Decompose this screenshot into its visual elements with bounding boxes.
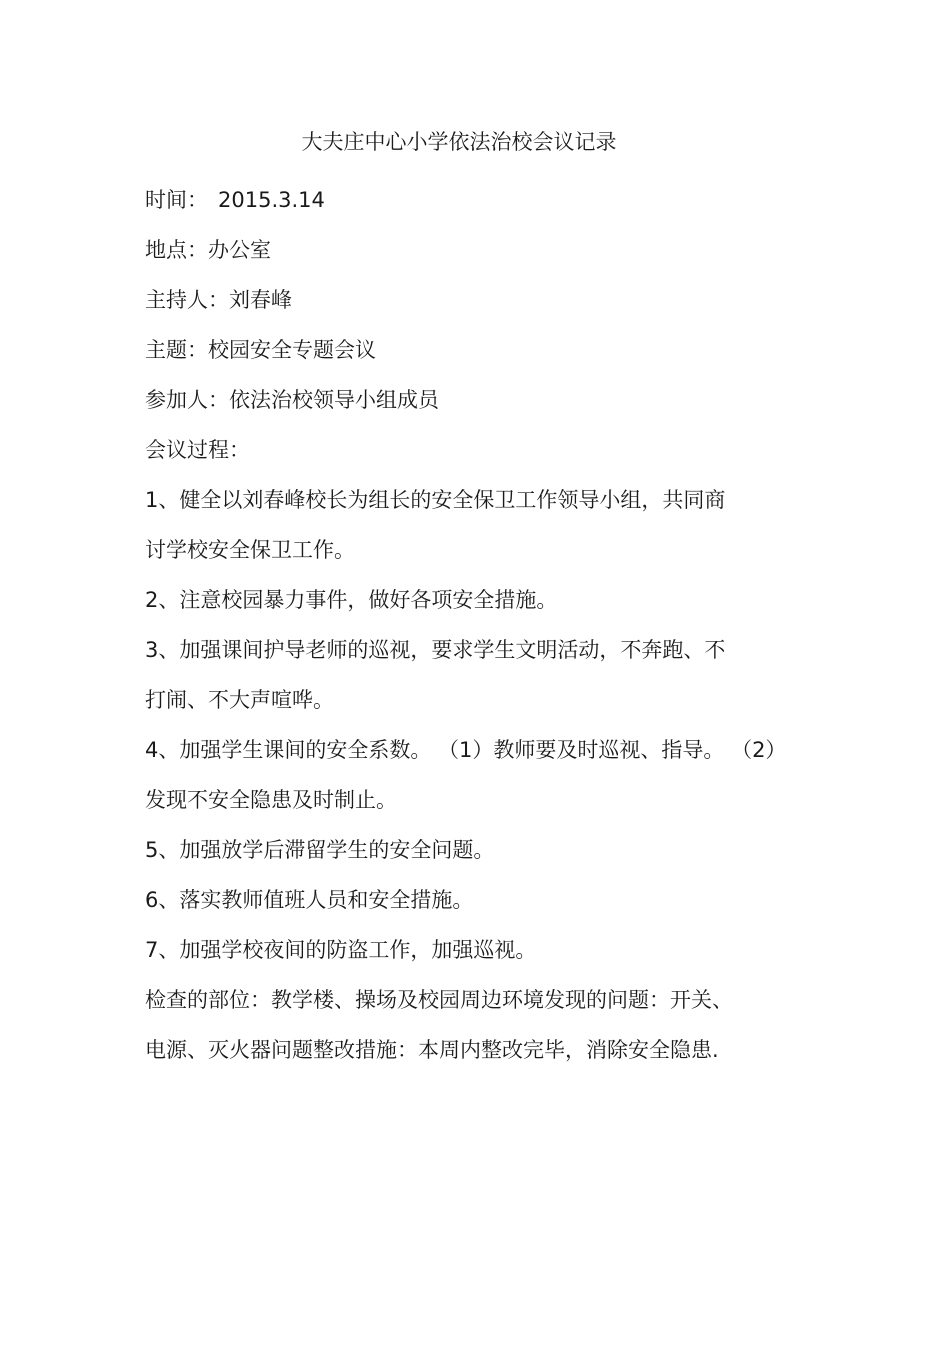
- time-value: 2015.3.14: [218, 188, 325, 212]
- process-line: 3、加强课间护导老师的巡视，要求学生文明活动，不奔跑、不: [145, 638, 726, 662]
- process-line: 4、加强学生课间的安全系数。 （1）教师要及时巡视、指导。 （2）: [145, 738, 787, 762]
- process-line: 5、加强放学后滞留学生的安全问题。: [145, 838, 495, 862]
- process-line: 7、加强学校夜间的防盗工作，加强巡视。: [145, 938, 537, 962]
- process-line: 打闹、不大声喧哗。: [145, 688, 334, 712]
- process-line: 6、落实教师值班人员和安全措施。: [145, 888, 474, 912]
- time-label: 时间：: [145, 188, 208, 212]
- meeting-host: 主持人：刘春峰: [145, 288, 292, 312]
- process-line: 2、注意校园暴力事件，做好各项安全措施。: [145, 588, 558, 612]
- meeting-attendees: 参加人：依法治校领导小组成员: [145, 388, 439, 412]
- process-label: 会议过程：: [145, 438, 250, 462]
- meeting-topic: 主题：校园安全专题会议: [145, 338, 376, 362]
- inspection-line: 电源、灭火器问题整改措施：本周内整改完毕，消除安全隐患.: [145, 1038, 719, 1062]
- process-line: 1、健全以刘春峰校长为组长的安全保卫工作领导小组，共同商: [145, 488, 726, 512]
- meeting-time: [145, 175, 845, 225]
- meeting-place: 地点：办公室: [145, 238, 271, 262]
- process-line: 发现不安全隐患及时制止。: [145, 788, 397, 812]
- document-body: [145, 175, 845, 1075]
- process-line: 讨学校安全保卫工作。: [145, 538, 355, 562]
- document-title: 大夫庄中心小学依法治校会议记录: [301, 130, 617, 154]
- inspection-line: 检查的部位：教学楼、操场及校园周边环境发现的问题：开关、: [145, 988, 733, 1012]
